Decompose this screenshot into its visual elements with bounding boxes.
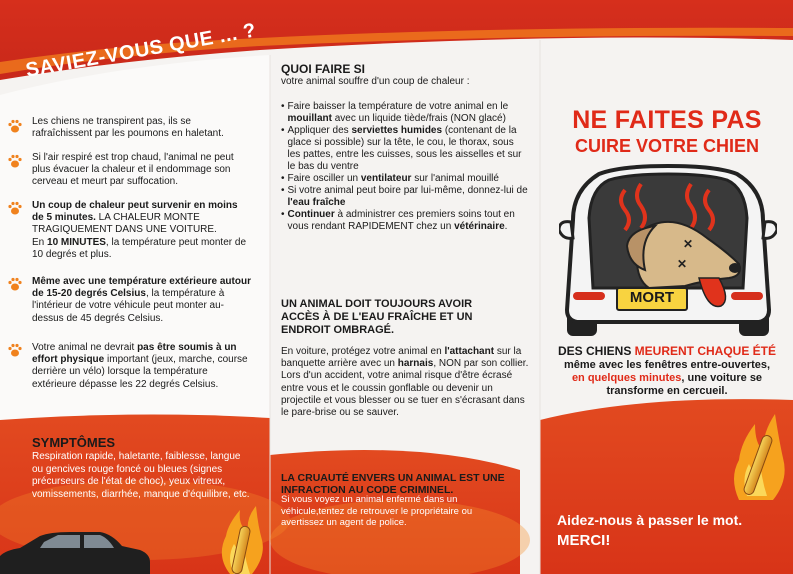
b3-rest: sur l'animal mouillé bbox=[411, 173, 499, 184]
fact-heatstroke bbox=[32, 200, 250, 261]
list-item: • Appliquer des serviettes humides (contenant de la glace si possible) sur la tête, le cou, le thorax, sous les pattes, entre les cuisses, sous les aisselles et sur le bas du ventre bbox=[281, 125, 522, 172]
paw-icon bbox=[7, 342, 23, 358]
paw-icon bbox=[7, 118, 23, 134]
b3-bold: ventilateur bbox=[360, 173, 412, 184]
paw-icon bbox=[7, 153, 23, 169]
water-shade-title: UN ANIMAL DOIT TOUJOURS AVOIR ACCÈS À DE L'EAU FRAÎCHE ET UN ENDROIT OMBRAGÉ. bbox=[281, 298, 473, 336]
warning-line4: transforme en cercueil. bbox=[606, 385, 728, 397]
thermometer-icon bbox=[723, 400, 789, 500]
fact-heatstroke-l2pre: En bbox=[32, 236, 48, 248]
left-column bbox=[0, 0, 270, 574]
middle-column bbox=[271, 0, 539, 574]
fact-outside-temp bbox=[32, 276, 254, 325]
paw-icon bbox=[7, 276, 23, 292]
b5-bold: Continuer bbox=[287, 209, 335, 220]
car-rest: , NON par son collier. Lors d'un accident, votre animal risque d'être écrasé entre vous et le coussin gonflable ou devenir un projectile et vous blesser ou se tuer en s'écrasant dans le pare-brise ou se sauver. bbox=[281, 358, 529, 419]
call-to-action: Aidez-nous à passer le mot. bbox=[557, 512, 743, 528]
list-item: • Si votre animal peut boire par lui-même, donnez-lui de l'eau fraîche bbox=[281, 185, 528, 208]
car-dog-illustration bbox=[559, 160, 777, 338]
fact-sweat: Les chiens ne transpirent pas, ils se rafraîchissent par les poumons en haletant. bbox=[32, 116, 224, 140]
right-column bbox=[541, 0, 793, 574]
first-aid-list bbox=[281, 101, 529, 233]
fact-effort-rest: important (jeux, marche, course derrière un vélo) lorsque la température extérieure dépasse les 22 degrés Celsius. bbox=[32, 354, 248, 390]
law-title: LA CRUAUTÉ ENVERS UN ANIMAL EST UNE INFRACTION AU CODE CRIMINEL. bbox=[281, 472, 505, 496]
b1-pre: Faire baisser la température de votre animal en le bbox=[287, 101, 509, 112]
car-b1: l'attachant bbox=[444, 346, 495, 357]
b5-bold2: vétérinaire bbox=[454, 221, 505, 232]
warning-line2: même avec les fenêtres entre-ouvertes, bbox=[563, 359, 771, 371]
car-pre: En voiture, protégez votre animal en bbox=[281, 346, 445, 357]
list-item: • Faire baisser la température de votre animal en le mouillant avec un liquide tiède/frais (NON glacé) bbox=[281, 101, 509, 124]
b5-end: . bbox=[504, 221, 508, 232]
fact-heatstroke-bold: Un coup de chaleur peut survenir en moins de 5 minutes. bbox=[32, 200, 238, 224]
symptoms-text: Respiration rapide, haletante, faiblesse, langue ou gencives rouge foncé ou bleues (signes précurseurs de l'état de choc), yeux vitreux, vomissements, diarrhée, manque d'équilibre, etc. bbox=[32, 451, 250, 500]
law-text: Si vous voyez un animal enfermé dans un véhicule,tentez de retrouver le propriétaire ou avertissez un agent de police. bbox=[281, 494, 473, 528]
b2-bold: serviettes humides bbox=[351, 125, 443, 136]
b1-rest: avec un liquide tiède/frais (NON glacé) bbox=[331, 113, 506, 124]
b2-rest: (contenant de la glace si possible) sur la tête, le cou, le thorax, sous les pattes, entre les cuisses, sous les aisselles et sur le bas du ventre bbox=[287, 125, 522, 172]
warning-line3 bbox=[541, 372, 793, 384]
fact-effort-pre: Votre animal ne devrait bbox=[32, 342, 138, 353]
b3-pre: Faire osciller un bbox=[287, 173, 361, 184]
warning-b: MEURENT CHAQUE ÉTÉ bbox=[634, 344, 777, 358]
b1-bold: mouillant bbox=[287, 113, 332, 124]
fact-hot-air: Si l'air respiré est trop chaud, l'animal ne peut plus évacuer la chaleur et il endommage son cerveau et meurt par suffocation. bbox=[32, 152, 234, 188]
fact-effort-bold: pas être soumis à un effort physique bbox=[32, 342, 237, 366]
warning-3a: en quelques minutes bbox=[571, 372, 682, 384]
license-plate-text: MORT bbox=[629, 289, 675, 306]
paw-icon bbox=[7, 200, 23, 216]
b2-pre: Appliquer des bbox=[287, 125, 352, 136]
b5-rest: à administrer ces premiers soins tout en vous rendant RAPIDEMENT chez un bbox=[287, 209, 515, 232]
what-to-do-subtitle: votre animal souffre d'un coup de chaleur : bbox=[281, 76, 470, 87]
warning-line1 bbox=[541, 344, 793, 358]
fact-outside-temp-bold: Même avec une température extérieure autour de 15-20 degrés Celsius bbox=[32, 276, 251, 300]
thermometer-icon bbox=[200, 496, 270, 574]
car-b2: harnais bbox=[397, 358, 434, 370]
list-item: • Continuer à administrer ces premiers soins tout en vous rendant RAPIDEMENT chez un vétérinaire. bbox=[281, 209, 515, 232]
fact-heatstroke-rest: LA CHALEUR MONTE TRAGIQUEMENT DANS UNE VOITURE. bbox=[32, 212, 217, 236]
symptoms-title: SYMPTÔMES bbox=[32, 435, 116, 450]
what-to-do-title: QUOI FAIRE SI bbox=[281, 62, 366, 76]
warning-3b: , une voiture se bbox=[681, 372, 763, 384]
svg-text:✕: ✕ bbox=[677, 257, 688, 271]
did-you-know-title: SAVIEZ-VOUS QUE ... ? bbox=[24, 19, 258, 82]
b4-pre: Si votre animal peut boire par lui-même, donnez-lui de bbox=[287, 185, 528, 196]
fact-heatstroke-l2post: , la température peut monter de 10 degrés et plus. bbox=[32, 236, 246, 260]
thanks-text: MERCI! bbox=[557, 532, 611, 549]
b4-bold: l'eau fraîche bbox=[287, 197, 346, 208]
list-item: • Faire osciller un ventilateur sur l'animal mouillé bbox=[281, 173, 499, 184]
car-safety-text bbox=[281, 346, 531, 419]
warning-a: DES CHIENS bbox=[557, 344, 635, 358]
fact-effort bbox=[32, 342, 254, 391]
fact-heatstroke-l2bold: 10 MINUTES bbox=[47, 236, 106, 248]
main-title-line2: CUIRE VOTRE CHIEN bbox=[574, 136, 760, 156]
svg-text:✕: ✕ bbox=[683, 237, 694, 251]
car-illustration bbox=[0, 532, 150, 574]
car-mid1: sur la banquette arrière avec un bbox=[281, 346, 522, 370]
main-title-line1: NE FAITES PAS bbox=[572, 106, 762, 134]
fact-outside-temp-rest: , la température à l'intérieur de votre véhicule peut monter au-dessus de 45 degrés Celsius. bbox=[32, 288, 225, 324]
